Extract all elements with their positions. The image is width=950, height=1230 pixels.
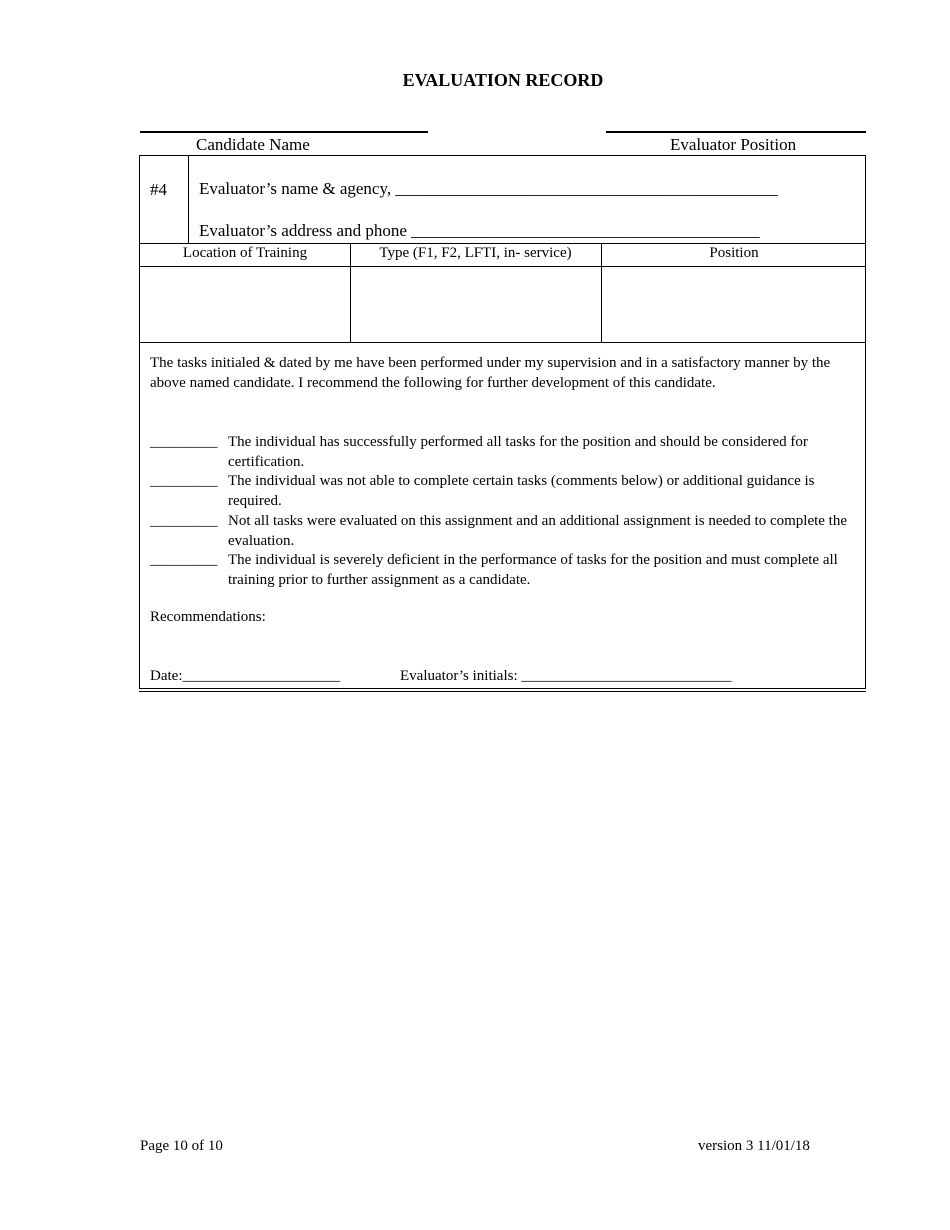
page-number: Page 10 of 10 xyxy=(140,1138,223,1154)
page-title: EVALUATION RECORD xyxy=(402,70,604,90)
recommendations-label: Recommendations: xyxy=(150,609,266,625)
option-blank[interactable]: _________ xyxy=(150,552,218,568)
option-text: The individual has successfully performed all tasks for the position and should be considered for certification. xyxy=(228,434,808,470)
column-header-location: Location of Training xyxy=(182,245,308,261)
evaluation-form-box xyxy=(139,155,866,689)
column-header-type: Type (F1, F2, LFTI, in- service) xyxy=(379,245,572,261)
evaluator-position-line[interactable] xyxy=(606,131,866,133)
evaluator-address-phone-field[interactable]: Evaluator’s address and phone _________________________________________ xyxy=(199,221,760,240)
option-blank[interactable]: _________ xyxy=(150,473,218,489)
option-text: The individual is severely deficient in the performance of tasks for the position and must complete all training prior to further assignment as a candidate. xyxy=(228,552,838,588)
recommendations-field[interactable] xyxy=(150,631,850,661)
option-text: The individual was not able to complete certain tasks (comments below) or additional guidance is required. xyxy=(228,473,815,509)
divider xyxy=(140,243,865,244)
evaluator-name-agency-field[interactable]: Evaluator’s name & agency, _____________________________________________ xyxy=(199,179,778,198)
divider xyxy=(140,342,865,343)
position-cell[interactable] xyxy=(602,267,866,342)
option-additional-guidance[interactable] xyxy=(150,471,860,511)
number-divider xyxy=(188,156,189,243)
date-field[interactable]: Date:_____________________ xyxy=(150,668,340,684)
option-text: Not all tasks were evaluated on this assignment and an additional assignment is needed to complete the evaluation. xyxy=(228,513,848,549)
option-blank[interactable]: _________ xyxy=(150,434,218,450)
option-blank[interactable]: _________ xyxy=(150,513,218,529)
supervision-statement: The tasks initialed & dated by me have been performed under my supervision and in a satisfactory manner by the above named candidate. I recommend the following for further development of this candidate. xyxy=(150,355,831,391)
candidate-name-line[interactable] xyxy=(140,131,428,133)
location-of-training-cell[interactable] xyxy=(140,267,350,342)
version-info: version 3 11/01/18 xyxy=(698,1138,810,1154)
type-cell[interactable] xyxy=(351,267,601,342)
box-double-bottom-line xyxy=(139,691,866,692)
evaluator-initials-field[interactable]: Evaluator’s initials: ____________________________ xyxy=(400,668,732,684)
option-severely-deficient[interactable] xyxy=(150,550,860,590)
option-certification[interactable] xyxy=(150,432,860,472)
candidate-name-label: Candidate Name xyxy=(196,135,310,154)
option-additional-assignment[interactable] xyxy=(150,511,860,551)
column-header-position: Position xyxy=(709,245,759,261)
evaluator-number: #4 xyxy=(150,180,167,199)
evaluator-position-label: Evaluator Position xyxy=(670,135,797,154)
